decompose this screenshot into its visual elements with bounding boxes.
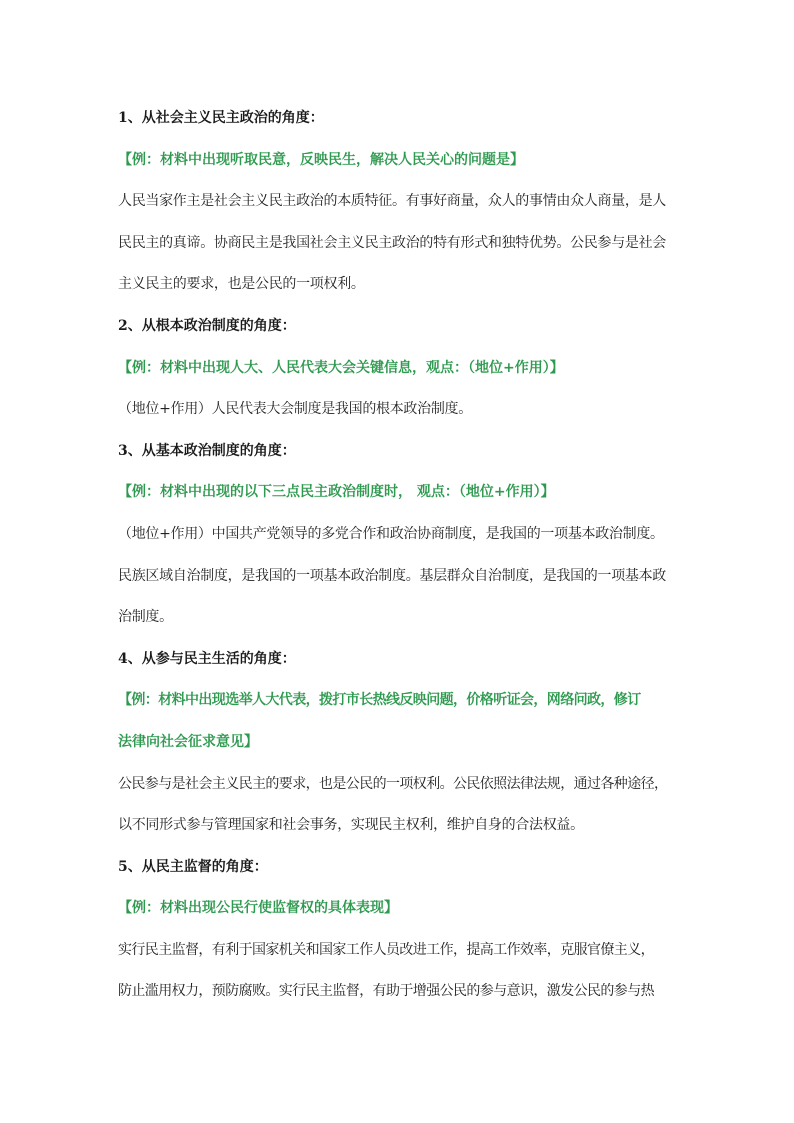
section-1-body-line-1: 人民当家作主是社会主义民主政治的本质特征。有事好商量，众人的事情由众人商量，是人	[118, 193, 666, 210]
section-2-body-line-1: （地位+作用）人民代表大会制度是我国的根本政治制度。	[118, 401, 472, 418]
section-2-example: 【例：材料中出现人大、人民代表大会关键信息，观点：（地位+作用）】	[118, 359, 564, 376]
section-1-example: 【例：材料中出现听取民意，反映民生，解决人民关心的问题是】	[118, 151, 524, 168]
document-page	[118, 104, 678, 1019]
section-4-body-line-2: 以不同形式参与管理国家和社会事务，实现民主权利，维护自身的合法权益。	[118, 817, 584, 834]
section-4-body-line-1: 公民参与是社会主义民主的要求，也是公民的一项权利。公民依照法律法规，通过各种途径，	[118, 775, 668, 792]
section-5-body-line-1: 实行民主监督，有利于国家机关和国家工作人员改进工作，提高工作效率，克服官僚主义，	[118, 941, 654, 958]
section-3-body-line-3: 治制度。	[118, 609, 173, 626]
section-1-body-line-3: 主义民主的要求，也是公民的一项权利。	[118, 276, 365, 293]
section-1-body-line-2: 民民主的真谛。协商民主是我国社会主义民主政治的特有形式和独特优势。公民参与是社会	[118, 234, 666, 251]
section-5-example: 【例：材料出现公民行使监督权的具体表现】	[118, 900, 398, 917]
section-5-body-line-2: 防止滥用权力，预防腐败。实行民主监督，有助于增强公民的参与意识，激发公民的参与热	[118, 983, 654, 1000]
section-1-heading: 1、从社会主义民主政治的角度：	[118, 110, 324, 126]
section-4-example-line-1: 【例：材料中出现选举人大代表，拨打市长热线反映问题，价格听证会，网络问政，修订	[118, 692, 641, 709]
section-3-example: 【例：材料中出现的以下三点民主政治制度时， 观点：（地位+作用）】	[118, 484, 555, 501]
section-2-heading: 2、从根本政治制度的角度：	[118, 317, 296, 334]
section-3-body-line-2: 民族区域自治制度，是我国的一项基本政治制度。基层群众自治制度，是我国的一项基本政	[118, 567, 666, 584]
section-3-body-line-1: （地位+作用）中国共产党领导的多党合作和政治协商制度，是我国的一项基本政治制度。	[118, 525, 664, 542]
section-4-example-line-2: 法律向社会征求意见】	[118, 733, 258, 750]
section-4-heading: 4、从参与民主生活的角度：	[118, 650, 296, 667]
section-3-heading: 3、从基本政治制度的角度：	[118, 442, 296, 459]
section-5-heading: 5、从民主监督的角度：	[118, 858, 268, 875]
